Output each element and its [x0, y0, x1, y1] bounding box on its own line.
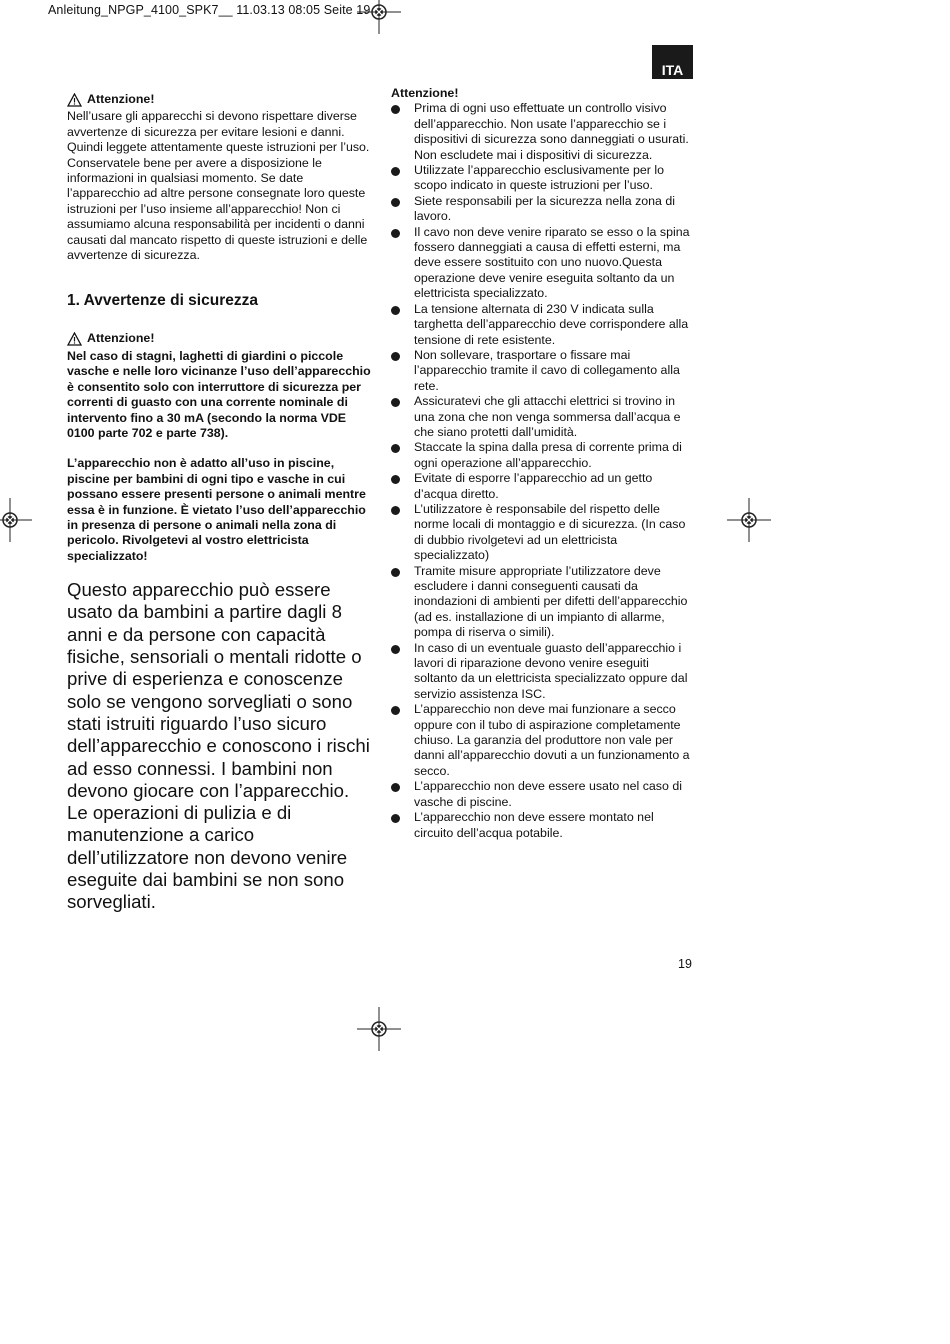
- list-item: Il cavo non deve venire riparato se esso o la spina fossero danneggiati a causa di effetti esterni, ma deve essere sostituito con uno nuovo.Questa operazione deve venire eseguita soltanto da un elettricista specializzato.: [391, 225, 693, 302]
- bullet-icon: [391, 198, 400, 207]
- list-item: Non sollevare, trasportare o fissare mai l’apparecchio tramite il cavo di collegamento alla rete.: [391, 348, 693, 394]
- warning-triangle-icon: [67, 332, 82, 346]
- warning-title: Attenzione!: [87, 92, 155, 106]
- list-item: La tensione alternata di 230 V indicata sulla targhetta dell’apparecchio deve corrispondere alla tensione di rete esistente.: [391, 302, 693, 348]
- bullet-icon: [391, 398, 400, 407]
- list-item: L’apparecchio non deve mai funzionare a secco oppure con il tubo di aspirazione completamente chiuso. La garanzia del produttore non vale per danni all’apparecchio dovuti a un funzionamento a secco.: [391, 702, 693, 779]
- registration-mark-top-icon: [357, 0, 401, 34]
- right-column-title: Attenzione!: [391, 86, 459, 100]
- warning-title: Attenzione!: [87, 331, 155, 346]
- bullet-icon: [391, 352, 400, 361]
- section-title: 1. Avvertenze di sicurezza: [67, 292, 258, 310]
- print-header: Anleitung_NPGP_4100_SPK7__ 11.03.13 08:05 Seite 19: [48, 3, 371, 17]
- children-notice: Questo apparecchio può essere usato da bambini a partire dagli 8 anni e da persone con capacità fisiche, sensoriali o mentali ridotte o prive di esperienza e conoscenze solo se vengono sorvegliati o sono stati istruiti riguardo l’uso sicuro dell’apparecchio e conoscono i rischi ad esso connessi. I bambini non devono giocare con l’apparecchio. Le operazioni di pulizia e di manutenzione a carico dell’utilizzatore non devono venire eseguite dai bambini se non sono sorvegliati.: [67, 579, 370, 913]
- list-item: Siete responsabili per la sicurezza nella zona di lavoro.: [391, 194, 693, 225]
- language-tab: ITA: [652, 45, 693, 79]
- bullet-icon: [391, 814, 400, 823]
- bullet-icon: [391, 645, 400, 654]
- bullet-icon: [391, 506, 400, 515]
- registration-mark-left-icon: [0, 498, 32, 542]
- registration-mark-right-icon: [727, 498, 771, 542]
- bullet-icon: [391, 167, 400, 176]
- bullet-icon: [391, 229, 400, 238]
- warning-heading: [67, 92, 372, 107]
- bullet-icon: [391, 475, 400, 484]
- rcd-warning-text: Nel caso di stagni, laghetti di giardini o piccole vasche e nelle loro vicinanze l’uso dell’apparecchio è consentito solo con interruttore di sicurezza per correnti di guasto con una corrente nominale di intervento fino a 30 mA (secondo la norma VDE 0100 parte 702 e parte 738).: [67, 348, 371, 440]
- pool-warning-text: L’apparecchio non è adatto all’uso in piscine, piscine per bambini di ogni tipo e vasche in cui possano essere presenti persone o animali mentre essa è in funzione. È vietato l’uso dell’apparecchio in presenza di persone o animali nella zona di pericolo. Rivolgetevi al vostro elettricista specializzato!: [67, 456, 366, 563]
- page-number: 19: [678, 957, 692, 971]
- list-item: Tramite misure appropriate l’utilizzatore deve escludere i danni conseguenti causati da inondazioni di ambienti per difetti dell’apparecchio (ad es. installazione di un impianto di allarme, pompa di riserva o simili).: [391, 564, 693, 641]
- bullet-icon: [391, 783, 400, 792]
- intro-warning-text: Nell’usare gli apparecchi si devono rispettare diverse avvertenze di sicurezza per evitare lesioni e danni. Quindi leggete attentamente queste istruzioni per l’uso. Conservatele bene per avere a disposizione le informazioni in qualsiasi momento. Se date l’apparecchio ad altre persone consegnate loro queste istruzioni per l’uso insieme all’apparecchio! Non ci assumiamo alcuna responsabilità per incidenti o danni causati dal mancato rispetto di queste istruzioni e delle avvertenze di sicurezza.: [67, 109, 370, 263]
- bullet-icon: [391, 306, 400, 315]
- right-column: [391, 86, 693, 841]
- left-column: [67, 92, 372, 914]
- bullet-icon: [391, 706, 400, 715]
- warning-triangle-icon: [67, 93, 82, 107]
- bullet-icon: [391, 105, 400, 114]
- bullet-icon: [391, 568, 400, 577]
- list-item: L’utilizzatore è responsabile del rispetto delle norme locali di montaggio e di sicurezza. (In caso di dubbio rivolgetevi ad un elettricista specializzato): [391, 502, 693, 564]
- safety-bullet-list: [391, 101, 693, 841]
- bullet-icon: [391, 444, 400, 453]
- list-item: L’apparecchio non deve essere usato nel caso di vasche di piscine.: [391, 779, 693, 810]
- list-item: L’apparecchio non deve essere montato nel circuito dell’acqua potabile.: [391, 810, 693, 841]
- list-item: Prima di ogni uso effettuate un controllo visivo dell’apparecchio. Non usate l’apparecchio se i dispositivi di sicurezza sono danneggiati o usurati. Non escludete mai i dispositivi di sicurezza.: [391, 101, 693, 163]
- warning-heading: [67, 331, 372, 346]
- registration-mark-bottom-icon: [357, 1007, 401, 1051]
- list-item: Staccate la spina dalla presa di corrente prima di ogni operazione all’apparecchio.: [391, 440, 693, 471]
- list-item: Utilizzate l’apparecchio esclusivamente per lo scopo indicato in queste istruzioni per l’uso.: [391, 163, 693, 194]
- list-item: Evitate di esporre l’apparecchio ad un getto d’acqua diretto.: [391, 471, 693, 502]
- list-item: In caso di un eventuale guasto dell’apparecchio i lavori di riparazione devono venire eseguiti soltanto da un elettricista specializzato oppure dal servizio assistenza ISC.: [391, 641, 693, 703]
- list-item: Assicuratevi che gli attacchi elettrici si trovino in una zona che non venga sommersa dall’acqua e che siano protetti dall’umidità.: [391, 394, 693, 440]
